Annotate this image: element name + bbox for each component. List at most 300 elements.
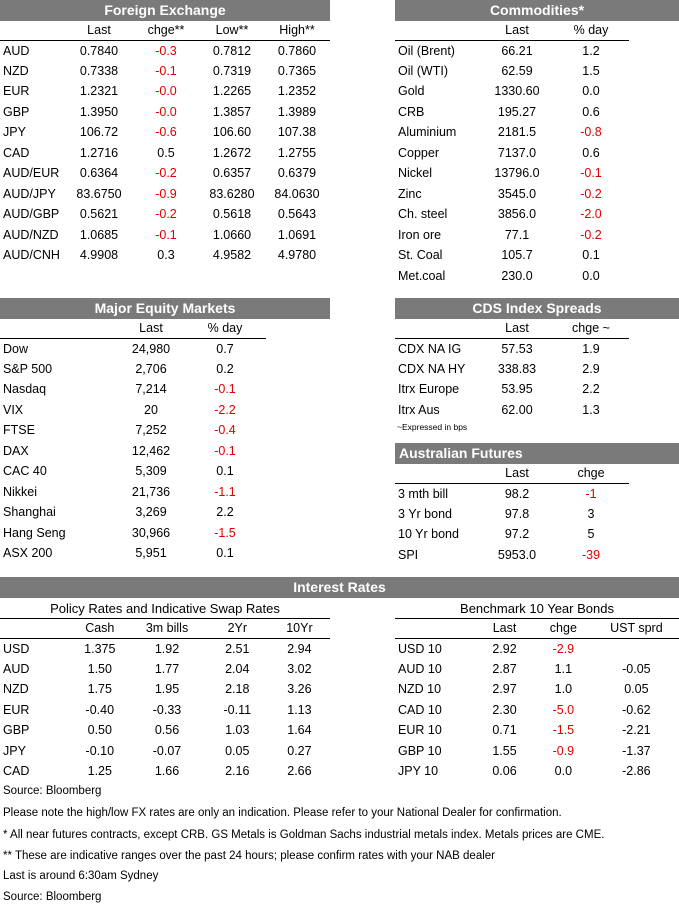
column-header: High** (264, 21, 330, 40)
cell-value: -0.2 (580, 186, 602, 201)
cell-value: -0.2 (155, 166, 177, 181)
cell-value: 1.2716 (79, 145, 119, 160)
row-label: EUR (3, 702, 30, 717)
table-row (395, 483, 679, 504)
row-label: Ch. steel (398, 207, 448, 222)
cell-value: 1.55 (492, 743, 517, 758)
table-row (395, 245, 679, 266)
row-label: Shanghai (3, 505, 56, 520)
cell-value: 3,269 (135, 505, 167, 520)
row-label: Oil (WTI) (398, 63, 448, 78)
row-label: NZD 10 (398, 682, 442, 697)
commodities-title: Commodities* (395, 0, 679, 21)
table-row (0, 659, 330, 680)
cell-value: 4.9582 (212, 248, 252, 263)
table-row (395, 359, 679, 380)
column-header (0, 21, 66, 40)
column-header: Last (481, 21, 553, 40)
cell-value: -0.9 (155, 186, 177, 201)
cell-value: 5953.0 (497, 547, 537, 562)
cell-value: 1.03 (225, 723, 250, 738)
row-label: DAX (3, 443, 29, 458)
cell-value: -5.0 (552, 702, 575, 717)
cell-value: 1.25 (87, 764, 112, 779)
column-header: 3m bills (128, 619, 205, 638)
header-row (395, 464, 679, 483)
row-label: Dow (3, 341, 29, 356)
cell-value: 0.5643 (277, 207, 317, 222)
row-label: Itrx Europe (398, 382, 460, 397)
column-header: UST sprd (594, 619, 679, 638)
cell-value: 0.1 (582, 248, 600, 263)
cell-value: 7,252 (135, 423, 167, 438)
column-header: % day (553, 21, 629, 40)
footer-range-note: ** These are indicative ranges over the past 24 hours; please confirm rates with your NAB dealer (3, 850, 495, 862)
table-row (0, 543, 330, 564)
row-label: NZD (3, 63, 29, 78)
cell-value: 1.92 (154, 641, 180, 656)
cell-value: 0.5 (157, 145, 175, 160)
column-header (0, 619, 71, 638)
column-header: % day (184, 319, 266, 338)
cell-value: 3545.0 (497, 186, 537, 201)
cell-value: 0.6379 (277, 166, 317, 181)
row-label: JPY (3, 125, 26, 140)
cell-value: 1.3 (582, 402, 600, 417)
table-row (395, 122, 679, 143)
cell-value: -0.11 (223, 702, 252, 717)
row-label: Gold (398, 84, 425, 99)
cell-value: 1.2352 (277, 84, 317, 99)
row-label: AUD/JPY (3, 186, 56, 201)
table-row (0, 40, 330, 61)
table-row (0, 741, 330, 762)
cell-value: 2.66 (287, 764, 312, 779)
fx-title: Foreign Exchange (0, 0, 330, 21)
cell-value: 1330.60 (494, 84, 540, 99)
table-row (0, 163, 330, 184)
footer-futures-note: * All near futures contracts, except CRB. GS Metals is Goldman Sachs industrial metals index. Metals prices are CME. (3, 829, 605, 841)
row-label: AUD/GBP (3, 207, 60, 222)
cell-value: 97.2 (504, 527, 530, 542)
cell-value: -2.86 (622, 764, 651, 779)
cell-value: 7137.0 (497, 145, 537, 160)
cell-value: 0.0 (582, 268, 600, 283)
table-row (0, 245, 330, 266)
cell-value: 0.2 (216, 361, 234, 376)
cell-value: 2.16 (225, 764, 250, 779)
cell-value: 1.0685 (79, 227, 119, 242)
column-header: chge** (132, 21, 200, 40)
aus-futures-title: Australian Futures (395, 443, 679, 464)
table-row (0, 523, 330, 544)
row-label: CAD (3, 145, 30, 160)
aus-futures-panel (395, 443, 679, 565)
cell-value: 106.72 (79, 125, 119, 140)
cell-value: 0.6364 (79, 166, 119, 181)
row-label: Itrx Aus (398, 402, 440, 417)
row-label: SPI (398, 547, 419, 562)
table-row (395, 338, 679, 359)
cell-value: 30,966 (131, 525, 171, 540)
row-label: CDX NA IG (398, 341, 462, 356)
cell-value: 0.0 (582, 84, 600, 99)
table-row (0, 61, 330, 82)
interest-title: Interest Rates (0, 577, 679, 598)
cell-value: 0.50 (87, 723, 112, 738)
row-label: GBP 10 (398, 743, 442, 758)
table-row (0, 679, 330, 700)
table-row (395, 225, 679, 246)
header-row (0, 619, 330, 638)
header-row (395, 21, 679, 40)
commodities-panel (395, 0, 679, 286)
footer-fx-note: Please note the high/low FX rates are only an indication. Please refer to your National Dealer for confirmation. (3, 807, 562, 819)
cell-value: -1 (585, 486, 597, 501)
row-label: USD (3, 641, 30, 656)
row-label: St. Coal (398, 248, 443, 263)
cell-value: 5,951 (135, 546, 167, 561)
footer-source: Source: Bloomberg (3, 785, 102, 797)
table-row (0, 184, 330, 205)
table-row (395, 545, 679, 566)
row-label: Hang Seng (3, 525, 66, 540)
cell-value: 98.2 (504, 486, 530, 501)
row-label: JPY 10 (398, 764, 439, 779)
cell-value: 2.94 (287, 641, 312, 656)
table-row (0, 502, 330, 523)
row-label: Nickel (398, 166, 433, 181)
cell-value: 0.7860 (277, 43, 317, 58)
row-label: AUD (3, 661, 30, 676)
cell-value: -0.8 (580, 125, 602, 140)
table-row (0, 122, 330, 143)
cell-value: 0.7840 (79, 43, 119, 58)
cell-value: 0.7319 (212, 63, 252, 78)
cell-value: 0.27 (287, 743, 312, 758)
row-label: CAC 40 (3, 464, 47, 479)
cell-value: -0.2 (580, 227, 602, 242)
table-row (395, 700, 679, 721)
fx-table (0, 21, 330, 266)
cell-value: 230.0 (501, 268, 533, 283)
table-row (0, 638, 330, 659)
row-label: Copper (398, 145, 439, 160)
cell-value: 106.60 (212, 125, 252, 140)
cell-value: 1.75 (87, 682, 112, 697)
cell-value: 0.7365 (277, 63, 317, 78)
cell-value: 0.05 (624, 682, 649, 697)
table-row (0, 400, 330, 421)
header-row (0, 319, 330, 338)
column-header: chge (533, 619, 594, 638)
table-row (395, 524, 679, 545)
cell-value: 13796.0 (494, 166, 540, 181)
table-row (0, 700, 330, 721)
cell-value: 2.97 (492, 682, 517, 697)
cell-value: -0.62 (622, 702, 651, 717)
policy-subtitle: Policy Rates and Indicative Swap Rates (0, 599, 330, 619)
cell-value: 2,706 (135, 361, 167, 376)
table-row (395, 204, 679, 225)
table-row (395, 266, 679, 287)
cell-value: 1.375 (84, 641, 116, 656)
cell-value: 83.6750 (76, 186, 122, 201)
table-row (0, 420, 330, 441)
column-header (395, 464, 481, 483)
cell-value: -0.6 (155, 125, 177, 140)
row-label: S&P 500 (3, 361, 53, 376)
cell-value: 1.2672 (212, 145, 252, 160)
row-label: Zinc (398, 186, 422, 201)
cell-value: 1.3950 (79, 104, 119, 119)
table-row (0, 102, 330, 123)
row-label: GBP (3, 104, 30, 119)
table-row (395, 761, 679, 782)
table-row (0, 143, 330, 164)
column-header: chge (553, 464, 629, 483)
column-header: Cash (71, 619, 128, 638)
row-label: ASX 200 (3, 546, 53, 561)
cell-value: -0.0 (155, 104, 177, 119)
table-row (395, 679, 679, 700)
header-row (395, 319, 679, 338)
row-label: Met.coal (398, 268, 446, 283)
cell-value: 3856.0 (497, 207, 537, 222)
cell-value: 3.26 (287, 682, 312, 697)
table-row (395, 143, 679, 164)
cell-value: -2.2 (214, 402, 236, 417)
cell-value: -0.1 (214, 382, 236, 397)
footer-source-2: Source: Bloomberg (3, 891, 102, 903)
row-label: AUD/EUR (3, 166, 60, 181)
row-label: JPY (3, 743, 26, 758)
bonds-subtitle: Benchmark 10 Year Bonds (395, 599, 679, 619)
header-row (395, 619, 679, 638)
cell-value: 0.56 (154, 723, 180, 738)
cell-value: 1.2755 (277, 145, 317, 160)
row-label: 10 Yr bond (398, 527, 459, 542)
row-label: AUD 10 (398, 661, 442, 676)
cell-value: 21,736 (131, 484, 171, 499)
cell-value: 0.5618 (212, 207, 252, 222)
table-row (0, 461, 330, 482)
row-label: EUR 10 (398, 723, 442, 738)
row-label: AUD/NZD (3, 227, 59, 242)
column-header: 2Yr (206, 619, 269, 638)
cell-value: -0.1 (580, 166, 602, 181)
policy-table (0, 619, 330, 782)
cell-value: 2.87 (492, 661, 517, 676)
cds-panel (395, 298, 679, 434)
row-label: Iron ore (398, 227, 442, 242)
cell-value: 2.92 (492, 641, 517, 656)
cell-value: 1.0691 (277, 227, 317, 242)
cell-value: 0.6357 (212, 166, 252, 181)
row-label: Oil (Brent) (398, 43, 455, 58)
cell-value: 3 (587, 506, 595, 521)
cell-value: 0.7 (216, 341, 234, 356)
cell-value: 77.1 (504, 227, 530, 242)
cell-value: 3.02 (287, 661, 312, 676)
column-header: Last (476, 619, 533, 638)
table-row (395, 379, 679, 400)
row-label: Aluminium (398, 125, 457, 140)
cell-value: 1.3989 (277, 104, 317, 119)
cell-value (594, 638, 679, 659)
row-label: AUD/CNH (3, 248, 60, 263)
cell-value: 0.05 (225, 743, 250, 758)
fx-panel (0, 0, 330, 266)
cell-value: 0.0 (554, 764, 573, 779)
cell-value: 105.7 (501, 248, 533, 263)
column-header: Low** (200, 21, 264, 40)
cell-value: 84.0630 (274, 186, 320, 201)
table-row (395, 102, 679, 123)
cell-value: 1.77 (154, 661, 180, 676)
cell-value: 4.9780 (277, 248, 317, 263)
cell-value: 0.1 (216, 464, 234, 479)
header-row (0, 21, 330, 40)
cell-value: 66.21 (501, 43, 533, 58)
column-header: 10Yr (269, 619, 330, 638)
cell-value: 7,214 (135, 382, 167, 397)
footer-time-note: Last is around 6:30am Sydney (3, 870, 159, 882)
cell-value: 0.3 (157, 248, 175, 263)
cell-value: 5 (587, 527, 595, 542)
table-row (395, 400, 679, 421)
cell-value: 0.5621 (79, 207, 119, 222)
cell-value: 2.2 (582, 382, 600, 397)
cell-value: -0.1 (214, 443, 236, 458)
row-label: CRB (398, 104, 425, 119)
cell-value: 97.8 (504, 506, 530, 521)
cell-value: 20 (144, 402, 158, 417)
row-label: 3 mth bill (398, 486, 449, 501)
cell-value: 12,462 (131, 443, 171, 458)
cell-value: 1.3857 (212, 104, 252, 119)
cell-value: 1.1 (554, 661, 573, 676)
table-row (395, 81, 679, 102)
table-row (0, 225, 330, 246)
cell-value: 53.95 (501, 382, 533, 397)
cds-title: CDS Index Spreads (395, 298, 679, 319)
cell-value: 0.71 (492, 723, 517, 738)
cell-value: 1.0 (554, 682, 573, 697)
cell-value: 2.30 (492, 702, 517, 717)
cell-value: 83.6280 (209, 186, 255, 201)
cell-value: -2.21 (622, 723, 651, 738)
table-row (395, 184, 679, 205)
bonds-table (395, 619, 679, 782)
equity-panel (0, 298, 330, 564)
row-label: GBP (3, 723, 30, 738)
table-row (0, 81, 330, 102)
table-row (395, 720, 679, 741)
row-label: CDX NA HY (398, 361, 466, 376)
cell-value: 1.2 (582, 43, 600, 58)
cell-value: 1.95 (154, 682, 180, 697)
row-label: 3 Yr bond (398, 506, 452, 521)
table-row (395, 638, 679, 659)
table-row (395, 163, 679, 184)
cell-value: 0.7338 (79, 63, 119, 78)
cell-value: 1.2321 (79, 84, 119, 99)
column-header: Last (118, 319, 184, 338)
commodities-table (395, 21, 679, 286)
equity-title: Major Equity Markets (0, 298, 330, 319)
cell-value: 1.9 (582, 341, 600, 356)
cell-value: -0.9 (552, 743, 575, 758)
cell-value: 195.27 (497, 104, 537, 119)
table-row (0, 441, 330, 462)
cell-value: 62.00 (501, 402, 533, 417)
table-row (0, 359, 330, 380)
cell-value: 0.7812 (212, 43, 252, 58)
cell-value: -0.05 (622, 661, 651, 676)
cell-value: 338.83 (497, 361, 537, 376)
cell-value: -0.33 (152, 702, 182, 717)
interest-panel (0, 577, 679, 598)
cell-value: 1.66 (154, 764, 180, 779)
row-label: CAD 10 (398, 702, 442, 717)
cell-value: 1.5 (582, 63, 600, 78)
cell-value: 2.51 (225, 641, 250, 656)
table-row (395, 741, 679, 762)
row-label: VIX (3, 402, 24, 417)
cell-value: 57.53 (501, 341, 533, 356)
table-row (395, 504, 679, 525)
table-row (395, 659, 679, 680)
cell-value: 107.38 (277, 125, 317, 140)
cell-value: 1.0660 (212, 227, 252, 242)
table-row (395, 40, 679, 61)
row-label: NZD (3, 682, 29, 697)
cell-value: -0.1 (155, 227, 177, 242)
cell-value: -39 (581, 547, 601, 562)
cell-value: 24,980 (131, 341, 171, 356)
column-header: chge ~ (553, 319, 629, 338)
cell-value: -2.0 (580, 207, 602, 222)
column-header (395, 319, 481, 338)
cell-value: -1.37 (622, 743, 651, 758)
cell-value: 0.6 (582, 145, 600, 160)
cell-value: 2.2 (216, 505, 234, 520)
cell-value: -0.10 (85, 743, 115, 758)
table-row (0, 720, 330, 741)
column-header (395, 619, 476, 638)
column-header: Last (66, 21, 132, 40)
cell-value: 1.50 (87, 661, 112, 676)
cell-value: -0.2 (155, 207, 177, 222)
cell-value: -0.0 (155, 84, 177, 99)
cell-value: 2.9 (582, 361, 600, 376)
row-label: CAD (3, 764, 30, 779)
cell-value: 62.59 (501, 63, 533, 78)
cell-value: -0.40 (85, 702, 115, 717)
cell-value: -0.4 (214, 423, 236, 438)
table-row (0, 761, 330, 782)
cds-table (395, 319, 679, 420)
table-row (0, 338, 330, 359)
cell-value: 1.13 (287, 702, 312, 717)
cds-note: ~Expressed in bps (397, 422, 468, 432)
table-row (0, 204, 330, 225)
cell-value: -0.07 (152, 743, 182, 758)
cell-value: -1.5 (214, 525, 236, 540)
policy-panel (0, 599, 330, 782)
cell-value: 0.06 (492, 764, 517, 779)
